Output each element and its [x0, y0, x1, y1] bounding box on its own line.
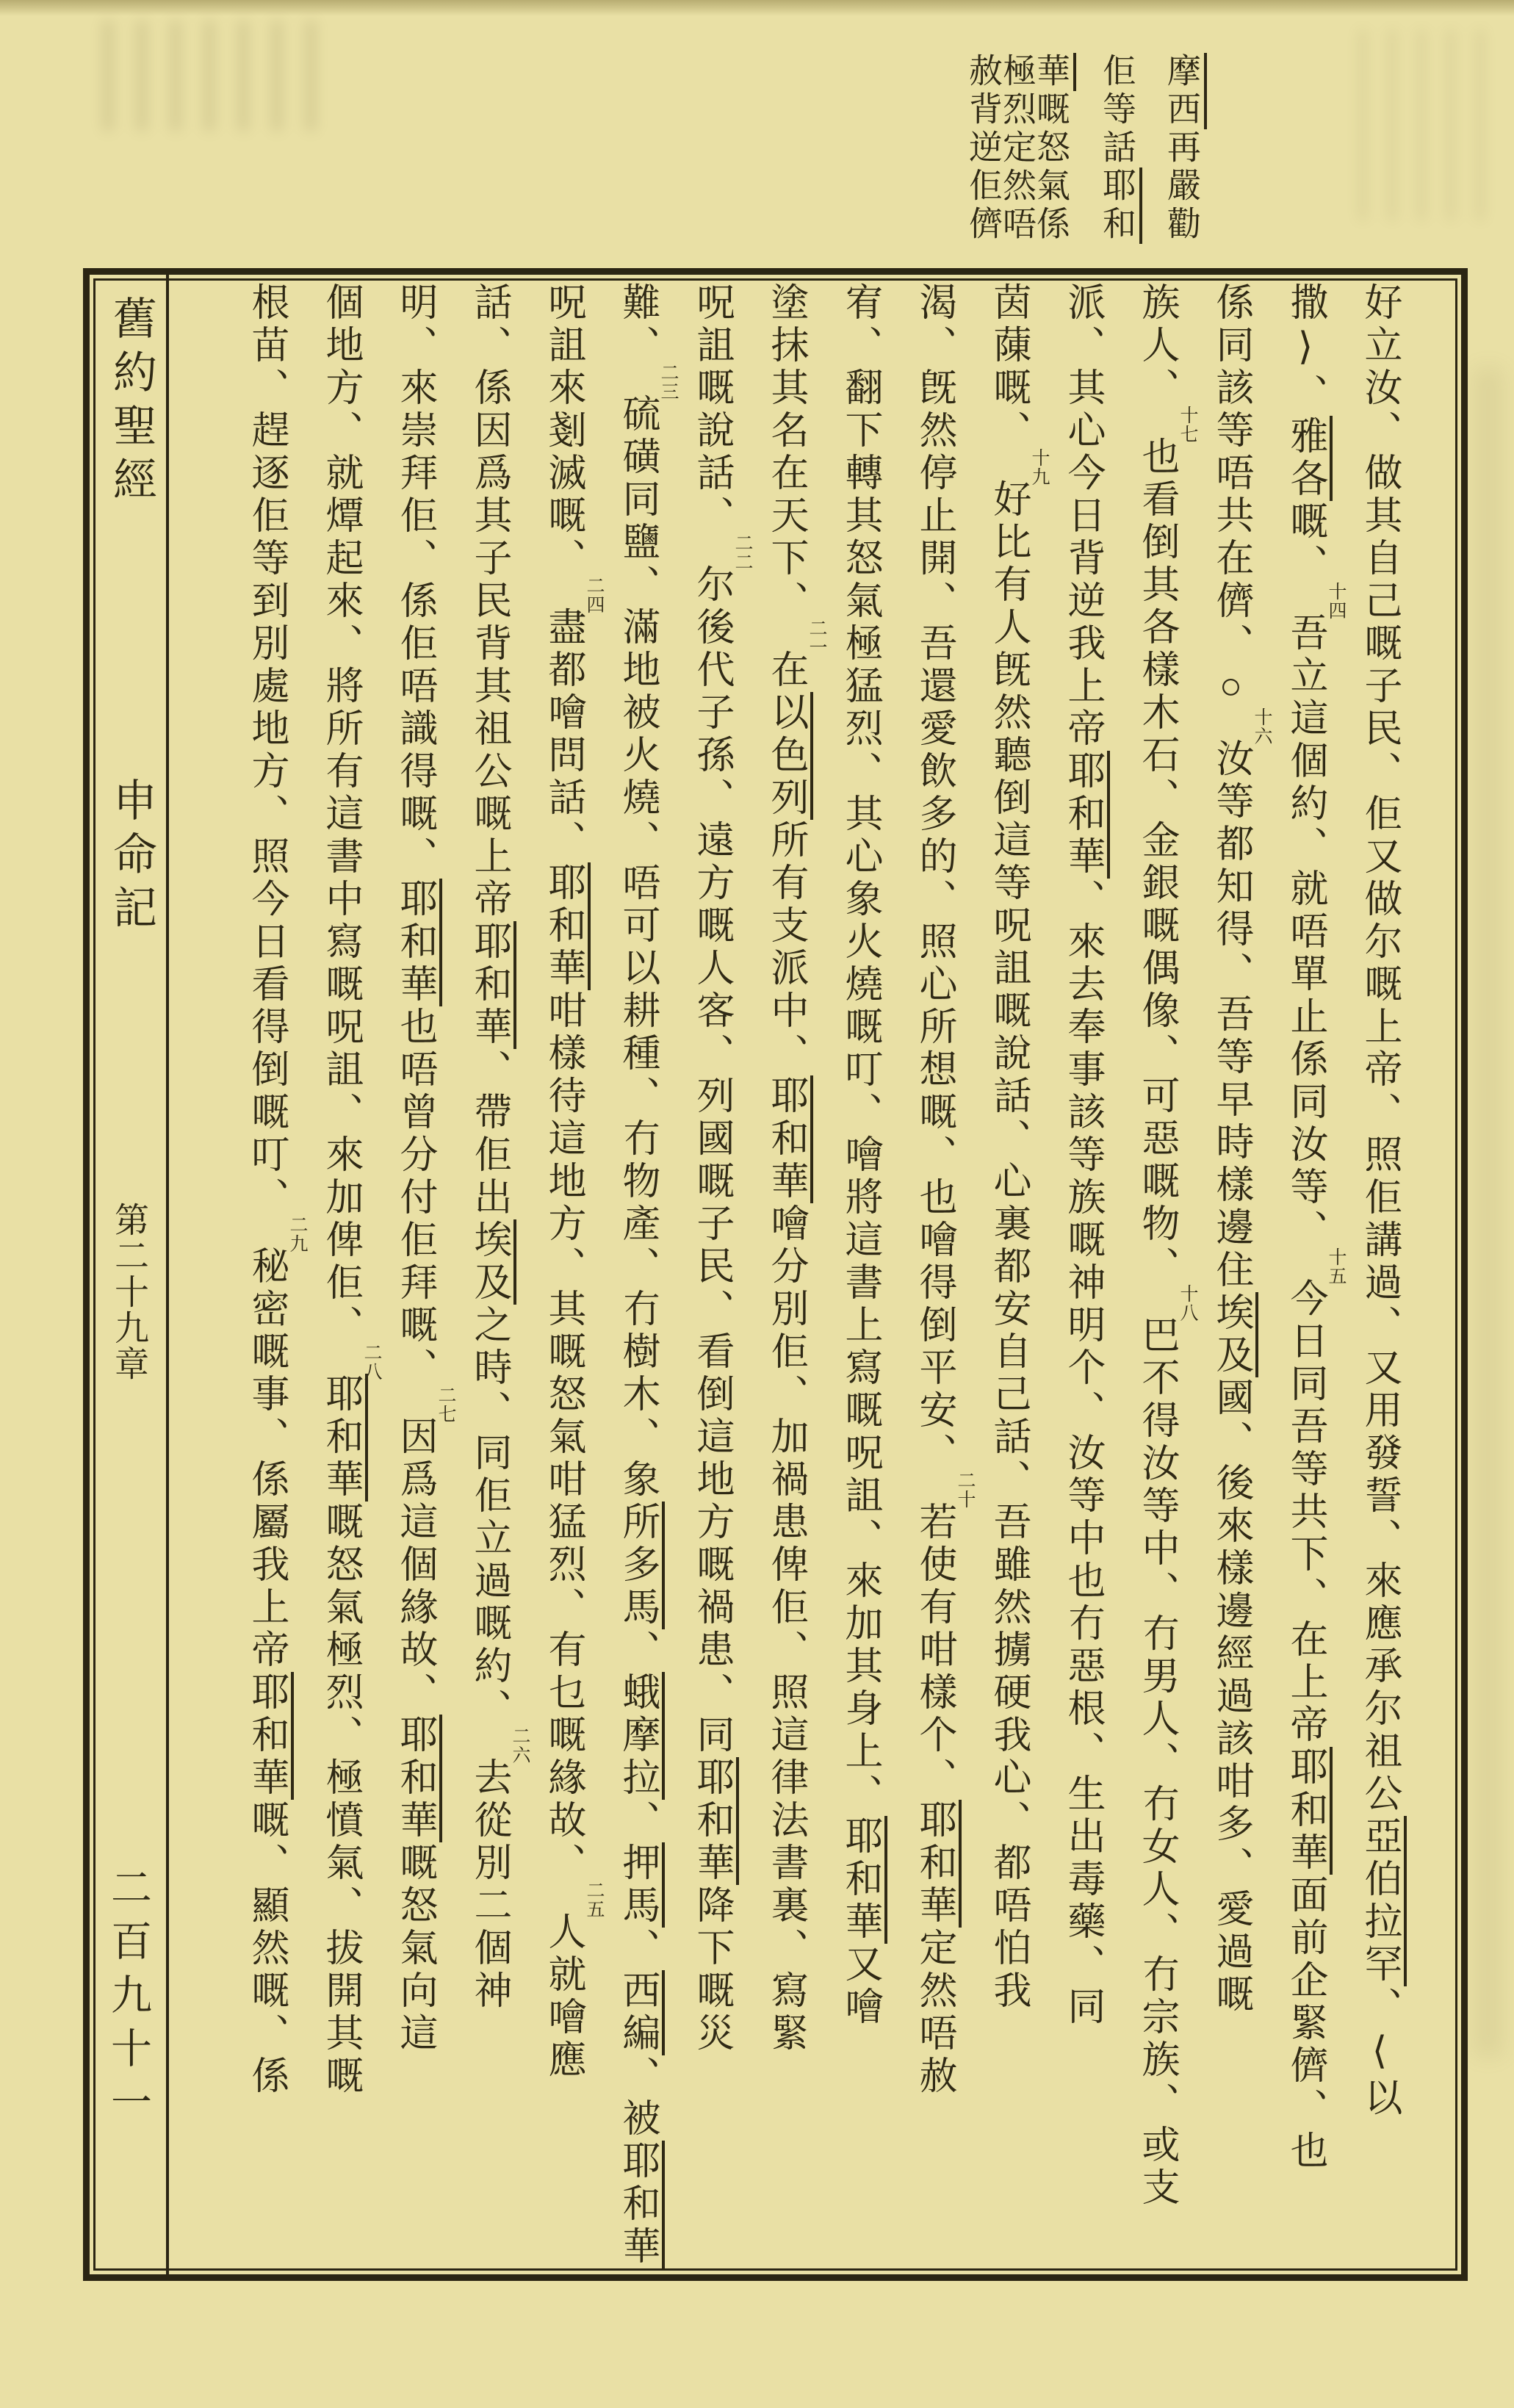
verse-number: 二七	[435, 1385, 455, 1424]
proper-name: 埃及	[1210, 1292, 1258, 1377]
text-column: 好立汝、做其自己嘅子民、佢又做尔嘅上帝、照佢講過、又用發誓、來應承尔祖公亞伯拉罕、⟨以	[1342, 282, 1416, 2274]
page-number: 二百九十一	[105, 1866, 151, 2134]
proper-name: 耶和華	[320, 1374, 368, 1502]
verse-number: 二三	[657, 363, 678, 401]
verse-number: 二四	[583, 576, 604, 614]
proper-name: 耶和華	[913, 1800, 962, 1928]
title-separator-rule	[166, 275, 169, 2274]
chapter-title: 第二十九章	[109, 1202, 148, 1382]
proper-name: 耶和華	[245, 1672, 294, 1800]
text-column: 族人、十七也看倒其各樣木石、金銀嘅偶像、可惡嘅物、十八巴不得汝等中、冇男人、冇女人、冇宗族、或支	[1120, 282, 1194, 2274]
verse-number: 二十	[954, 1471, 975, 1509]
proper-name: 耶和華	[616, 2141, 665, 2268]
verse-number: 十七	[1177, 405, 1197, 444]
proper-name: 埃及	[468, 1219, 516, 1305]
verse-number: 十四	[1325, 582, 1346, 620]
book-title: 申命記	[107, 777, 156, 938]
proper-name: 耶和華	[542, 862, 591, 990]
text-column: 根苗、趕逐佢等到別處地方、照今日看得倒嘅叮、二九秘密嘅事、係屬我上帝耶和華嘅、顯然嘅、係	[229, 282, 303, 2274]
page-edge-shadow	[1474, 367, 1503, 2057]
proper-name: 耶和華	[1284, 1747, 1333, 1875]
verse-number: 十八	[1177, 1284, 1197, 1322]
proper-name: 耶和華	[394, 879, 442, 1006]
text-column: 個地方、就燂起來、將所有這書中寫嘅呪詛、來加俾佢、二八耶和華嘅怒氣極烈、極憤氣、拔開其嘅	[303, 282, 378, 2274]
verse-number: 二九	[286, 1215, 307, 1253]
text-column: 係同該等唔共在儕、○十六汝等都知得、吾等早時樣邊住埃及國、後來樣邊經過該咁多、愛過嘅	[1194, 282, 1268, 2274]
bleed-through-smudge	[103, 21, 323, 131]
text-column: 茵蔯嘅、十九好比有人旣然聽倒這等呪詛嘅說話、心裏都安自己話、吾雖然擄硬我心、都唔怕我	[971, 282, 1045, 2274]
proper-name: 雅各	[1284, 416, 1333, 501]
text-column: 派、其心今日背逆我上帝耶和華、來去奉事該等族嘅神明个、汝等中也冇惡根、生出毒藥、同	[1045, 282, 1120, 2274]
verse-number: 二一	[806, 619, 826, 657]
proper-name: 耶和華	[1061, 751, 1110, 879]
proper-name: 耶和華	[691, 1757, 739, 1885]
proper-name: 押馬	[616, 1842, 665, 1928]
proper-name: 亞伯拉罕	[1358, 1816, 1407, 1986]
proper-name: 耶和華	[839, 1816, 887, 1944]
verse-number: 十六	[1251, 707, 1272, 746]
text-column: 撒⟩、雅各嘅、十四吾立這個約、就唔單止係同汝等、十五今日同吾等共下、在上帝耶和華面前企緊儕、也	[1268, 282, 1342, 2274]
verse-number: 二八	[361, 1343, 381, 1381]
verse-number: 十九	[1028, 448, 1049, 486]
proper-name: 耶和華	[468, 921, 516, 1049]
scripture-text	[229, 282, 1416, 2274]
proper-name: 摩西	[1163, 53, 1207, 129]
text-column: 明、來崇拜佢、係佢唔識得嘅、耶和華也唔曾分付佢拜嘅、二七因爲這個緣故、耶和華嘅怒氣向這	[378, 282, 452, 2274]
verse-number: 十五	[1325, 1247, 1346, 1286]
text-column: 呪詛嘅說話、二二尔後代子孫、遠方嘅人客、列國嘅子民、看倒這地方嘅禍患、同耶和華降下嘅災	[674, 282, 749, 2274]
verse-number: 二二	[732, 533, 752, 572]
series-title: 舊約聖經	[107, 295, 156, 510]
verse-number: 二六	[509, 1726, 530, 1764]
proper-name: 蛾摩拉	[616, 1672, 665, 1800]
verse-number: 二五	[583, 1881, 604, 1919]
header-column: 摩西再嚴勸	[1162, 53, 1200, 244]
header-column: 極烈定然唔	[998, 53, 1036, 244]
text-column: 塗抹其名在天下、二一在以色列所有支派中、耶和華噲分別佢、加禍患俾佢、照這律法書裏、寫緊	[749, 282, 823, 2274]
text-column: 宥、翻下轉其怒氣極猛烈、其心象火燒嘅叮、噲將這書上寫嘅呪詛、來加其身上、耶和華又噲	[823, 282, 897, 2274]
header-column: 華嘅怒氣係	[1031, 53, 1070, 244]
header-column: 佢等話耶和	[1097, 53, 1136, 244]
proper-name: 華	[1032, 53, 1076, 91]
text-column: 呪詛來剗滅嘅、二四盡都噲問話、耶和華咁樣待這地方、其嘅怒氣咁猛烈、有乜嘅緣故、二五人就噲應	[526, 282, 600, 2274]
proper-name: 西編	[616, 1970, 665, 2055]
proper-name: 以色列	[765, 692, 813, 820]
text-column: 渴、旣然停止開、吾還愛飲多的、照心所想嘅、也噲得倒平安、二十若使有咁樣个、耶和華定然唔赦	[897, 282, 971, 2274]
proper-name: 所多馬	[616, 1502, 665, 1629]
proper-name: 耶和	[1098, 167, 1142, 244]
text-column: 話、係因爲其子民背其祖公嘅上帝耶和華、帶佢出埃及之時、同佢立過嘅約、二六去從別二個神	[452, 282, 526, 2274]
proper-name: 耶和華	[394, 1715, 442, 1842]
proper-name: 耶和華	[765, 1075, 813, 1203]
bleed-through-smudge	[1359, 29, 1499, 220]
header-column: 赦背逆佢儕	[965, 53, 1002, 244]
text-column: 難、二三硫磺同鹽、滿地被火燒、唔可以耕種、冇物產、冇樹木、象所多馬、蛾摩拉、押馬、西編、被耶和華	[600, 282, 674, 2274]
